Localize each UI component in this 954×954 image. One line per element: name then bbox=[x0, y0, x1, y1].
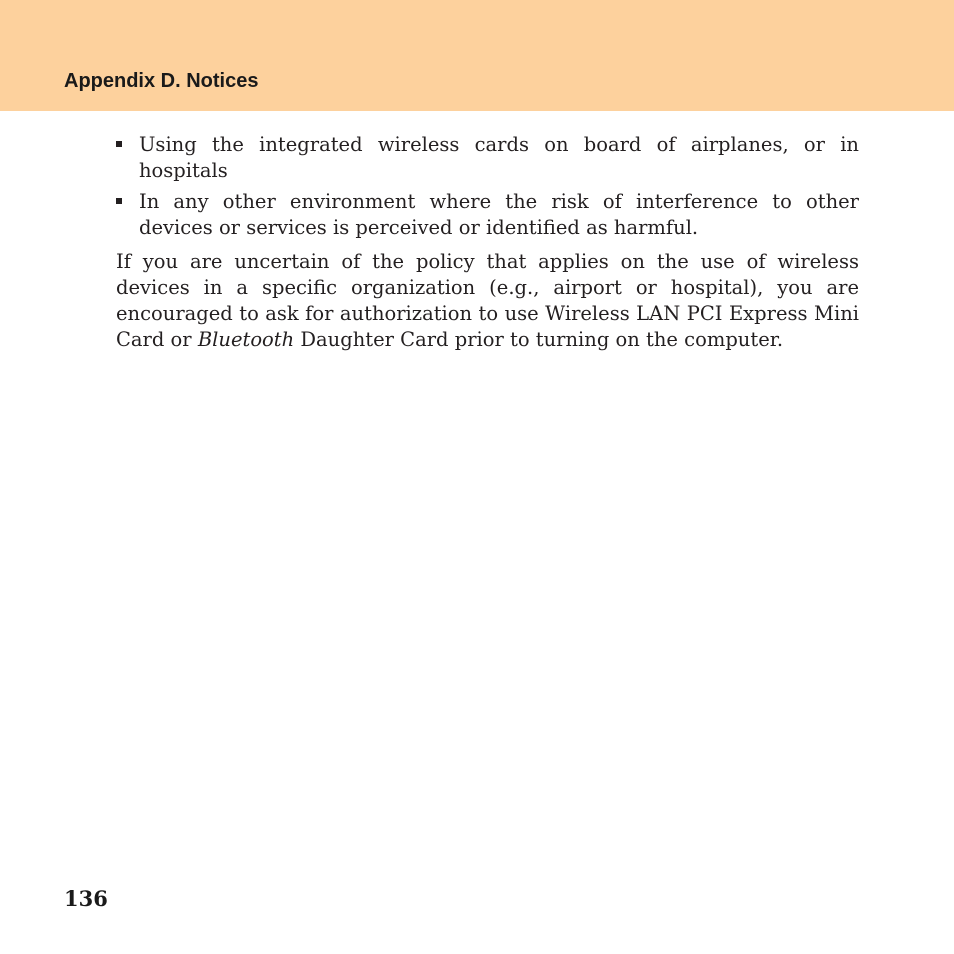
bullet-text: In any other environment where the risk of interference to other devices or services is perceived or identified as harmful. bbox=[139, 190, 859, 239]
paragraph-text: If you are uncertain of the policy that applies on the use of wireless devices in a specific organization (e.g., airport or hospital), you are encouraged to ask for authorization to use Wireless LAN PCI Express Mini Card or bbox=[116, 250, 859, 351]
section-title: Appendix D. Notices bbox=[64, 70, 259, 92]
list-item bbox=[116, 189, 859, 241]
list-item bbox=[116, 132, 859, 184]
square-bullet-icon bbox=[116, 141, 122, 147]
bullet-list bbox=[116, 132, 859, 241]
paragraph-text-end: Daughter Card prior to turning on the computer. bbox=[294, 328, 784, 351]
bullet-text: Using the integrated wireless cards on board of airplanes, or in hospitals bbox=[139, 133, 859, 182]
bluetooth-term: Bluetooth bbox=[197, 328, 295, 351]
page-number: 136 bbox=[64, 886, 108, 911]
page-content bbox=[116, 132, 859, 353]
body-paragraph bbox=[116, 249, 859, 353]
header-band bbox=[0, 0, 954, 111]
square-bullet-icon bbox=[116, 198, 122, 204]
